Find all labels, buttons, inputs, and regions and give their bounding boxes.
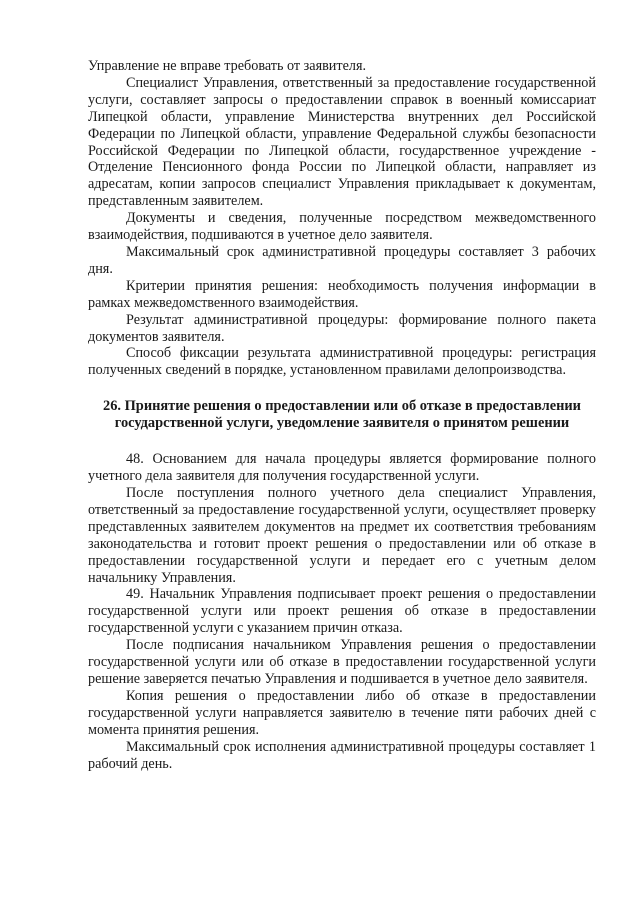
paragraph-procedure-result: Результат административной процедуры: формирование полного пакета документов заявителя. (88, 311, 596, 345)
paragraph-max-term-1-day: Максимальный срок исполнения административной процедуры составляет 1 рабочий день. (88, 738, 596, 772)
section-heading-26: 26. Принятие решения о предоставлении или об отказе в предоставлении государственной услуги, уведомление заявителя о принятом решении (103, 398, 581, 432)
paragraph-no-demand: Управление не вправе требовать от заявителя. (88, 58, 367, 74)
paragraph-49: 49. Начальник Управления подписывает проект решения о предоставлении государственной услуги или проект решения об отказе в предоставлении государственной услуги с указанием причин отказа. (88, 586, 596, 637)
paragraph-decision-criteria: Критерии принятия решения: необходимость получения информации в рамках межведомственного взаимодействия. (88, 277, 596, 311)
paragraph-file-review: После поступления полного учетного дела специалист Управления, ответственный за предоставление государственной услуги, осуществляет проверку представленных заявителем документов на предмет их соответствия требованиям законодательства и готовит проект решения о предоставлении или об отказе в предоставлении государственной услуги и передает его с учетным делом начальнику Управления. (88, 485, 596, 586)
paragraph-result-fixation: Способ фиксации результата административной процедуры: регистрация полученных сведений в порядке, установленном правилами делопроизводства. (88, 345, 596, 379)
paragraph-decision-sealed: После подписания начальником Управления решения о предоставлении государственной услуги или об отказе в предоставлении государственной услуги решение заверяется печатью Управления и подшивается в учетное дело заявителя. (88, 637, 596, 687)
paragraph-decision-copy: Копия решения о предоставлении либо об отказе в предоставлении государственной услуги направляется заявителю в течение пяти рабочих дней с момента принятия решения. (88, 687, 596, 738)
paragraph-max-term-3-days: Максимальный срок административной процедуры составляет 3 рабочих дня. (88, 243, 596, 277)
paragraph-specialist-requests: Специалист Управления, ответственный за предоставление государственной услуги, составляет запросы о предоставлении справок в военный комиссариат Липецкой области, управление Министерства внутренних дел Российской Федерации по Липецкой области, управление Федеральной службы безопасности Российской Федерации по Липецкой области, государственное учреждение - Отделение Пенсионного фонда России по Липецкой области, направляет из адресатам, копии запросов специалист Управления прикладывает к документам, представленным заявителем. (88, 74, 596, 210)
document-body (88, 58, 596, 772)
paragraph-documents-filed: Документы и сведения, полученные посредством межведомственного взаимодействия, подшиваются в учетное дело заявителя. (88, 210, 596, 244)
paragraph-48: 48. Основанием для начала процедуры является формирование полного учетного дела заявителя для получения государственной услуги. (88, 451, 596, 485)
